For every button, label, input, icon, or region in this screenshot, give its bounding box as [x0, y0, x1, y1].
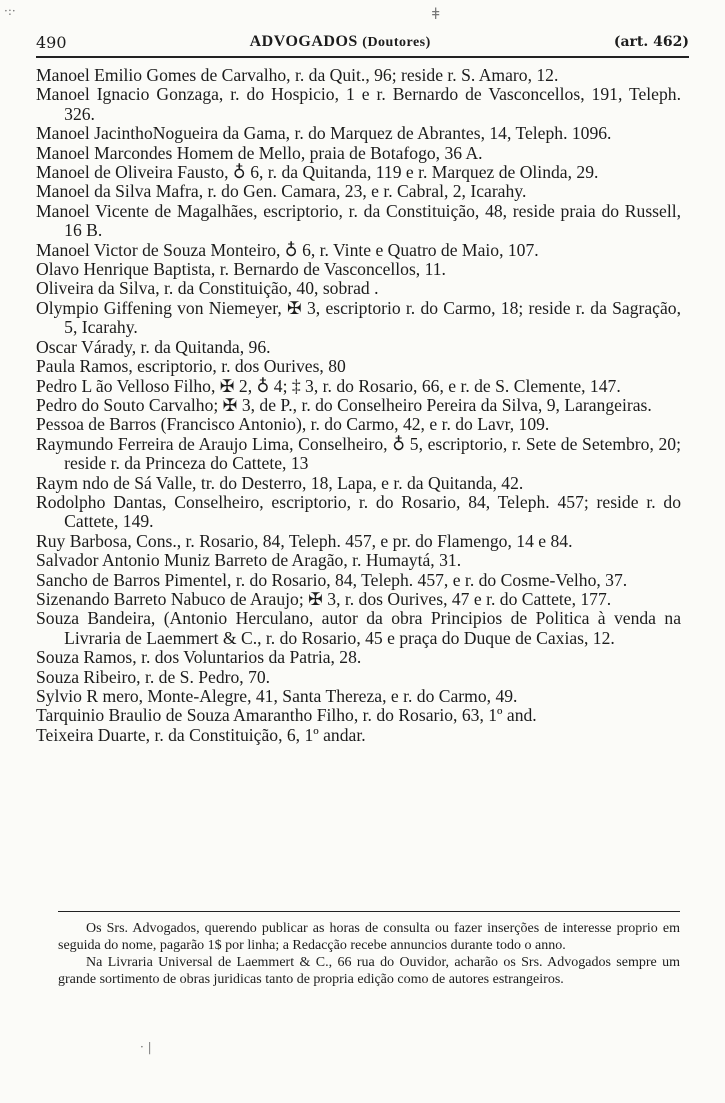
list-item: Pedro L ão Velloso Filho, ✠ 2, ♁ 4; ‡ 3, r. do Rosario, 66, e r. de S. Clemente, 147. [36, 375, 621, 396]
list-item: Pessoa de Barros (Francisco Antonio), r. do Carmo, 42, e r. do Lavr, 109. [36, 414, 550, 435]
list-item: Oliveira da Silva, r. da Constituição, 40, sobrad . [36, 278, 379, 299]
section-title-sub: (Doutores) [362, 35, 431, 50]
list-item: Manoel Victor de Souza Monteiro, ♁ 6, r. Vinte e Quatro de Maio, 107. [36, 239, 539, 260]
header-rule [36, 56, 689, 58]
section-title-main: ADVOGADOS [249, 33, 358, 50]
list-item: Manoel Ignacio Gonzaga, r. do Hospicio, 1 e r. Bernardo de Vasconcellos, 191, Teleph. 326. [36, 84, 681, 124]
list-item: Souza Bandeira, (Antonio Herculano, autor da obra Principios de Politica à venda na Livraria de Laemmert & C., r. do Rosario, 45 e praça do Duque de Caxias, 12. [36, 608, 681, 648]
list-item: Oscar Várady, r. da Quitanda, 96. [36, 336, 271, 357]
list-item: Manoel da Silva Mafra, r. do Gen. Camara, 23, e r. Cabral, 2, Icarahy. [36, 181, 527, 202]
list-item: Sancho de Barros Pimentel, r. do Rosario, 84, Teleph. 457, e r. do Cosme-Velho, 37. [36, 569, 628, 590]
page-header [36, 30, 689, 54]
list-item: Souza Ribeiro, r. de S. Pedro, 70. [36, 666, 271, 687]
list-item: Manoel JacinthoNogueira da Gama, r. do Marquez de Abrantes, 14, Teleph. 1096. [36, 123, 612, 144]
footnote-rule [58, 911, 680, 912]
list-item: Sylvio R mero, Monte-Alegre, 41, Santa Thereza, e r. do Carmo, 49. [36, 686, 518, 706]
list-item: Manoel Emilio Gomes de Carvalho, r. da Quit., 96; reside r. S. Amaro, 12. [36, 65, 559, 85]
list-item: Raymundo Ferreira de Araujo Lima, Conselheiro, ♁ 5, escriptorio, r. Sete de Setembro, 20; reside r. da Princeza do Cattete, 13 [36, 433, 681, 474]
list-item: Raym ndo de Sá Valle, tr. do Desterro, 18, Lapa, e r. da Quitanda, 42. [36, 472, 524, 493]
article-number: (art. 462) [613, 34, 689, 50]
list-item: Manoel Vicente de Magalhães, escriptorio, r. da Constituição, 48, reside praia do Russell, 16 B. [36, 200, 681, 241]
list-item: Teixeira Duarte, r. da Constituição, 6, 1º andar. [36, 724, 366, 745]
list-item: Souza Ramos, r. dos Voluntarios da Patria, 28. [36, 647, 362, 668]
scan-noise: ǂ [432, 4, 440, 23]
list-item: Ruy Barbosa, Cons., r. Rosario, 84, Teleph. 457, e pr. do Flamengo, 14 e 84. [36, 530, 573, 551]
list-item: Sizenando Barreto Nabuco de Araujo; ✠ 3, r. dos Ourives, 47 e r. do Cattete, 177. [36, 588, 612, 609]
scan-noise: · | [140, 1040, 152, 1054]
list-item: Paula Ramos, escriptorio, r. dos Ourives, 80 [36, 356, 346, 377]
list-item: Olavo Henrique Baptista, r. Bernardo de Vasconcellos, 11. [36, 259, 446, 280]
section-title [250, 33, 431, 51]
lawyer-directory-list [36, 66, 681, 745]
footnote-paragraph: Na Livraria Universal de Laemmert & C., 66 rua do Ouvidor, acharão os Srs. Advogados sempre um grande sortimento de obras juridicas tanto de propria edição como de autores estrangeiros. [58, 955, 680, 987]
list-item: Tarquinio Braulio de Souza Amarantho Filho, r. do Rosario, 63, 1º and. [36, 705, 537, 726]
list-item: Salvador Antonio Muniz Barreto de Aragão, r. Humaytá, 31. [36, 550, 462, 571]
list-item: Rodolpho Dantas, Conselheiro, escriptorio, r. do Rosario, 84, Teleph. 457; reside r. do Cattete, 149. [36, 491, 681, 532]
scan-noise: ·:· [4, 4, 16, 18]
list-item: Olympio Giffening von Niemeyer, ✠ 3, escriptorio r. do Carmo, 18; reside r. da Sagração, 5, Icarahy. [36, 297, 681, 338]
list-item: Manoel de Oliveira Fausto, ♁ 6, r. da Quitanda, 119 e r. Marquez de Olinda, 29. [36, 162, 599, 183]
page-number: 490 [36, 32, 67, 52]
list-item: Manoel Marcondes Homem de Mello, praia de Botafogo, 36 A. [36, 142, 483, 163]
list-item: Pedro do Souto Carvalho; ✠ 3, de P., r. do Conselheiro Pereira da Silva, 9, Larangeiras. [36, 394, 652, 415]
footnote [58, 920, 680, 988]
footnote-paragraph: Os Srs. Advogados, querendo publicar as horas de consulta ou fazer inserções de interesse proprio em seguida do nome, pagarão 1$ por linha; a Redacção recebe annuncios durante todo o anno. [58, 921, 680, 953]
